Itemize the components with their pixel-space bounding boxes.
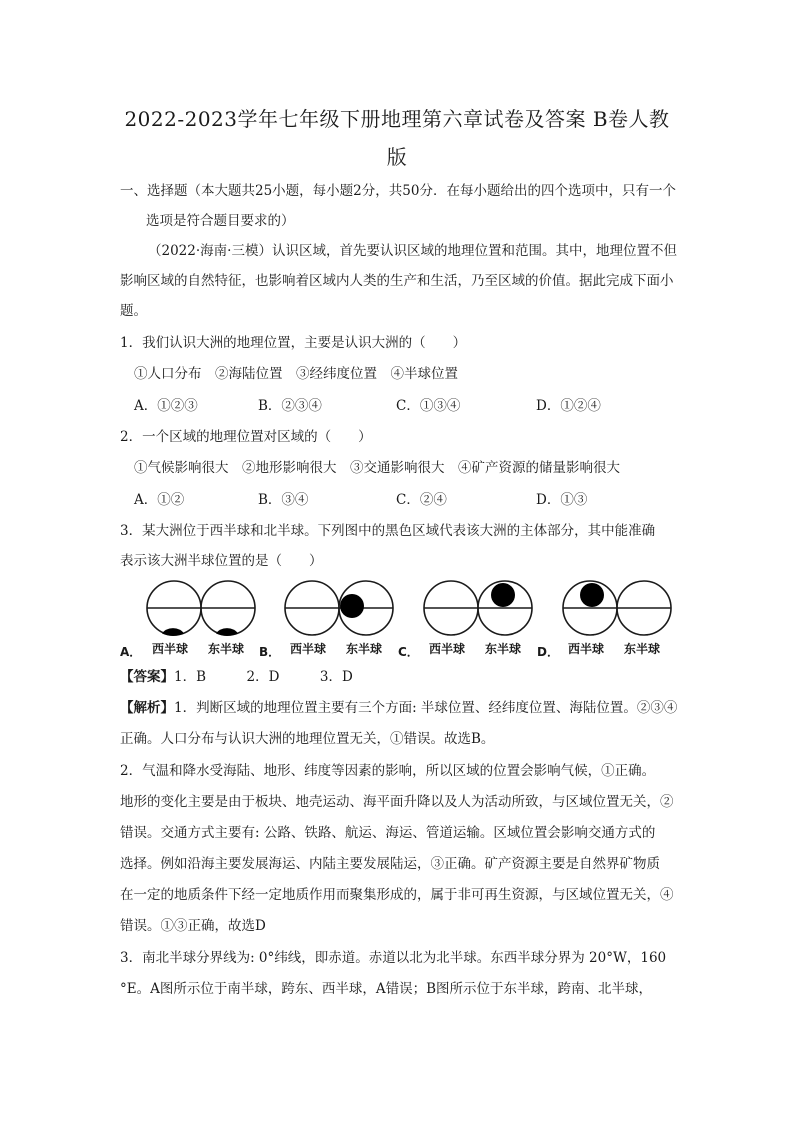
figure-letter-d: D．	[537, 645, 559, 659]
c-east-blob	[491, 583, 515, 607]
question-1: 1．我们认识大洲的地理位置，主要是认识大洲的（ ）	[120, 335, 467, 351]
a-east-label: 东半球	[208, 642, 245, 656]
b-east-label: 东半球	[346, 642, 383, 656]
q2-option-a: A．①②	[134, 492, 185, 508]
question-2: 2．一个区域的地理位置对区域的（ ）	[120, 429, 372, 445]
answer-text: 1．B 2．D 3．D	[174, 669, 353, 685]
q2-option-c: C．②④	[396, 492, 447, 508]
answer-label: 【答案】	[120, 669, 174, 685]
q1-option-a: A．①②③	[134, 398, 198, 414]
analysis-p1-line-1: 1．判断区域的地理位置主要有三个方面: 半球位置、经纬度位置、海陆位置。②③④	[174, 700, 678, 716]
analysis-p3-line: 3．南北半球分界线为: 0°纬线，即赤道。赤道以北为北半球。东西半球分界为 20°W，160	[120, 950, 667, 966]
analysis-p3-line: °E。A图所示位于南半球，跨东、西半球，A错误；B图所示位于东半球，跨南、北半球，	[120, 981, 653, 997]
figure-letter-b: B．	[259, 645, 281, 659]
q1-option-d: D．①②④	[536, 398, 601, 414]
a-west-blob	[162, 628, 184, 636]
c-west-label: 西半球	[429, 642, 466, 656]
document-title	[110, 100, 684, 176]
question-stem: （2022·海南·三模）认识区域，首先要认识区域的地理位置和范围。其中，地理位置不但影响区域的自然特征，也影响着区域内人类的生产和生活，乃至区域的价值。据此完成下面小题。	[120, 243, 677, 319]
question-3-line-2: 表示该大洲半球位置的是（ ）	[120, 553, 323, 569]
b-west-label: 西半球	[290, 642, 327, 656]
q2-option-b: B．③④	[258, 492, 309, 508]
answer-line	[120, 662, 680, 692]
section-heading: 一、选择题（本大题共25小题，每小题2分，共50分．在每小题给出的四个选项中，只有一个选项是符合题目要求的）	[120, 183, 676, 229]
analysis-label: 【解析】	[120, 700, 174, 716]
title-line-1: 2022-2023学年七年级下册地理第六章试卷及答案 B卷人教	[124, 107, 670, 131]
figure-letter-c: C．	[398, 645, 419, 659]
hemisphere-diagrams	[120, 576, 680, 666]
title-line-2: 版	[386, 145, 408, 169]
q1-option-b: B．②③④	[258, 398, 322, 414]
analysis-p2-line: 错误。①③正确，故选D	[120, 918, 266, 934]
q2-option-d: D．①③	[536, 492, 588, 508]
c-east-label: 东半球	[485, 642, 522, 656]
a-east-blob	[216, 628, 238, 636]
analysis-p2-line: 2．气温和降水受海陆、地形、纬度等因素的影响，所以区域的位置会影响气候，①正确。	[120, 763, 656, 779]
d-east-label: 东半球	[624, 642, 661, 656]
analysis-p2-line: 选择。例如沿海主要发展海运、内陆主要发展陆运，③正确。矿产资源主要是自然界矿物质	[120, 856, 660, 872]
b-east-blob	[340, 594, 364, 618]
q1-option-c: C．①③④	[396, 398, 461, 414]
d-west-label: 西半球	[568, 642, 605, 656]
question-2-items: ①气候影响很大 ②地形影响很大 ③交通影响很大 ④矿产资源的储量影响很大	[134, 460, 620, 476]
hemisphere-figure	[120, 576, 680, 666]
figure-letter-a: A．	[120, 645, 142, 659]
a-west-label: 西半球	[152, 642, 189, 656]
question-3-line-1: 3．某大洲位于西半球和北半球。下列图中的黑色区域代表该大洲的主体部分，其中能准确	[120, 523, 656, 539]
analysis-p1-line-2: 正确。人口分布与认识大洲的地理位置无关，①错误。故选B。	[120, 731, 495, 747]
analysis-p2-line: 错误。交通方式主要有: 公路、铁路、航运、海运、管道运输。区域位置会影响交通方式的	[120, 825, 656, 841]
analysis-line-1	[120, 693, 680, 723]
d-west-blob	[580, 583, 604, 607]
analysis-p2-line: 地形的变化主要是由于板块、地壳运动、海平面升降以及人为活动所致，与区域位置无关，②	[120, 794, 674, 810]
question-1-items: ①人口分布 ②海陆位置 ③经纬度位置 ④半球位置	[134, 366, 458, 382]
analysis-p2-line: 在一定的地质条件下经一定地质作用而聚集形成的，属于非可再生资源，与区域位置无关，④	[120, 887, 674, 903]
